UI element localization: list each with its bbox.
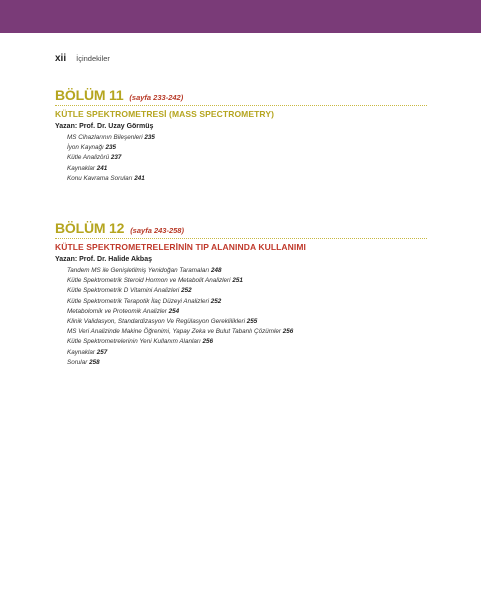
toc-list <box>55 266 427 368</box>
toc-entry[interactable]: Kütle Spektrometrik Terapotik İlaç Düzeyi Analizleri 252 <box>67 297 222 305</box>
toc-entry[interactable]: Kaynaklar 257 <box>67 348 108 356</box>
section-title: İçindekiler <box>76 54 110 63</box>
chapter-subtitle: KÜTLE SPEKTROMETRESİ (MASS SPECTROMETRY) <box>55 109 275 119</box>
toc-entry[interactable]: Metabolomik ve Proteomik Analizler 254 <box>67 307 180 315</box>
chapter-heading <box>55 220 427 236</box>
page-header <box>55 53 110 64</box>
top-color-band <box>0 0 481 33</box>
dotted-divider <box>55 238 427 239</box>
page-number: xii <box>55 53 67 64</box>
chapter-title: BÖLÜM 12 <box>55 220 125 236</box>
toc-entry[interactable]: İyon Kaynağı 235 <box>67 144 117 152</box>
chapter-page-range: (sayfa 243-258) <box>130 226 184 235</box>
dotted-divider <box>55 105 427 106</box>
chapter-subtitle: KÜTLE SPEKTROMETRELERİNİN TIP ALANINDA KULLANIMI <box>55 242 306 252</box>
chapter-11 <box>55 87 427 184</box>
toc-entry[interactable]: Kaynaklar 241 <box>67 164 108 172</box>
chapter-author: Yazan: Prof. Dr. Halide Akbaş <box>55 256 152 263</box>
toc-entry[interactable]: Klinik Validasyon, Standardizasyon Ve Regülasyon Gereklilikleri 255 <box>67 318 258 326</box>
toc-entry[interactable]: Kütle Spektrometrelerinin Yeni Kullanım Alanları 256 <box>67 338 213 346</box>
chapter-page-range: (sayfa 233-242) <box>129 93 184 102</box>
chapter-author: Yazan: Prof. Dr. Uzay Görmüş <box>55 123 154 130</box>
toc-entry[interactable]: MS Cihazlarının Bileşenleri 235 <box>67 134 155 141</box>
toc-entry[interactable]: Kütle Analizörü 237 <box>67 154 122 162</box>
chapter-title: BÖLÜM 11 <box>55 87 124 103</box>
toc-entry[interactable]: Kütle Spektrometrik Steroid Hormon ve Metabolit Analizleri 251 <box>67 277 243 285</box>
toc-entry[interactable]: Sorular 258 <box>67 358 100 366</box>
toc-list <box>55 133 427 184</box>
toc-entry[interactable]: MS Veri Analizinde Makine Öğrenimi, Yapay Zeka ve Bulut Tabanlı Çözümler 256 <box>67 328 294 336</box>
toc-entry[interactable]: Konu Kavrama Soruları 241 <box>67 174 145 182</box>
toc-entry[interactable]: Kütle Spektrometrik D Vitamini Analizleri 252 <box>67 287 192 295</box>
chapter-12 <box>55 220 427 368</box>
toc-entry[interactable]: Tandem MS ile Genişletilmiş Yenidoğan Taramaları 248 <box>67 267 222 274</box>
chapter-heading <box>55 87 427 103</box>
